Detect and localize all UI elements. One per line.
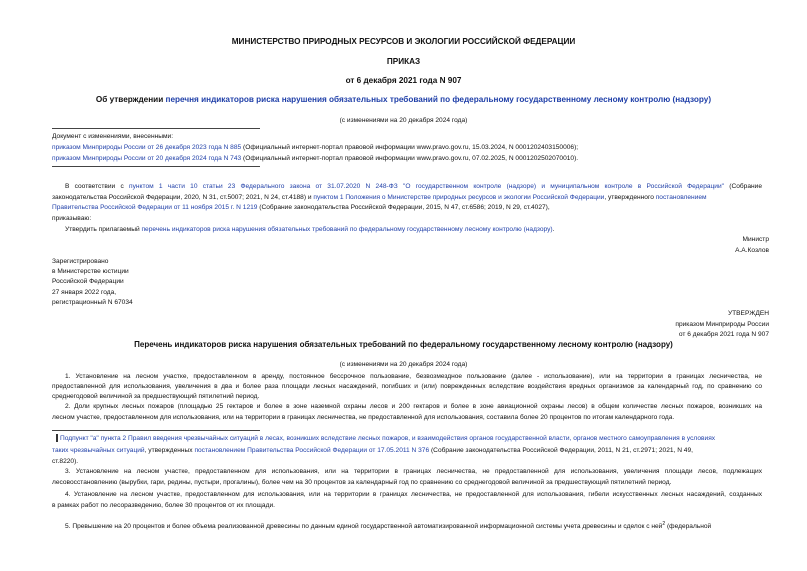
registration-line: Российской Федерации [52, 278, 124, 285]
list-item-line: 2. Доли крупных лесных пожаров (площадью 25 гектаров и более в зоне наземной охраны лесов и 200 гектаров и более в зоне авиационной охраны лесов) в общем количестве лесных пожаров, возникших на [65, 403, 762, 410]
list-item-line: предоставленной для использования, увеличения в два и более раза площади лесных насаждений, погибших и (или) поврежденных вследствие воздействия вредных организмов за календарный год, по сравнению со [52, 383, 762, 390]
list-item-line: 3. Установление на лесном участке, предоставленном для использования, или на территории в границах лесничества, не предоставленной для использования, увеличения площади лесов, подлежащих [65, 468, 762, 475]
approve-text: Утвердить прилагаемый [65, 226, 142, 233]
footnote-link[interactable]: Подпункт "а" пункта 2 Правил введения чрезвычайных ситуаций в лесах, возникших вследствие лесных пожаров, и взаимодействия органов государственной власти, органов местного самоуправления в условиях [60, 435, 716, 442]
amendments-rule [52, 166, 260, 167]
preamble-text: В соответствии с [65, 183, 130, 190]
footnote-rule [52, 430, 260, 431]
doc-title-link[interactable]: перечня индикаторов риска нарушения обязательных требований по федеральному государственному лесному контролю (надзору) [165, 95, 712, 104]
amendment-note: (Официальный интернет-портал правовой информации www.pravo.gov.ru, 15.03.2024, N 0001202403150006); [241, 144, 579, 151]
ministry-name: МИНИСТЕРСТВО ПРИРОДНЫХ РЕСУРСОВ И ЭКОЛОГИИ РОССИЙСКОЙ ФЕДЕРАЦИИ [231, 37, 576, 46]
footnote-text: , утвержденных [144, 447, 195, 454]
preamble-text: законодательства Российской Федерации, 2020, N 31, ст.5007; 2021, N 24, ст.4188) и [52, 194, 314, 201]
list-link[interactable]: перечень индикаторов риска нарушения обязательных требований по федеральному государственному лесному контролю (надзору) [141, 226, 553, 233]
registration-line: в Министерстве юстиции [52, 268, 129, 275]
list-title: Перечень индикаторов риска нарушения обязательных требований по федеральному государственному лесному контролю (надзору) [134, 340, 673, 349]
list-item-text: 5. Превышение на 20 процентов и более объема реализованной древесины по данным единой государственной автоматизированной информационной системы учета древесины и сделок с ней [65, 523, 663, 531]
footnote-line: ст.8220). [52, 458, 79, 465]
preamble-line [52, 193, 707, 202]
signer-title: Министр [742, 236, 769, 243]
preamble-text: (Собрание [724, 183, 762, 190]
order-word: приказываю: [52, 215, 92, 222]
amendment-note: (Официальный интернет-портал правовой информации www.pravo.gov.ru, 07.02.2025, N 0001202502070010). [241, 155, 579, 162]
amendments-rule [52, 128, 260, 129]
list-item-line: 1. Установление на лесном участке, предоставленном в аренду, постоянное бессрочное пользование, безвозмездное пользование (далее - использование), или на территории в границах лесничества, не [65, 373, 762, 380]
regulation-link[interactable]: пунктом 1 Положения о Министерстве природных ресурсов и экологии Российской Федерации [313, 194, 605, 201]
preamble-text: (Собрание законодательства Российской Федерации, 2015, N 47, ст.6586; 2019, N 29, ст.4027), [257, 204, 550, 211]
law-link[interactable]: пунктом 1 части 10 статьи 23 Федерального закона от 31.07.2020 N 248-ФЗ "О государственном контроле (надзоре) и муниципальном контроле в Российской Федерации" [129, 183, 725, 190]
doc-title [0, 95, 807, 104]
list-item-line: 4. Установление на лесном участке, предоставленном для использования, или на территории в границах лесничества, не предоставленной для использования, гибели искусственных лесных насаждений, созданных [65, 491, 762, 498]
preamble-line [65, 182, 762, 191]
registration-line: Зарегистрировано [52, 258, 109, 265]
list-revision-note: (с изменениями на 20 декабря 2024 года) [339, 361, 468, 368]
approved-line: приказом Минприроды России [675, 321, 769, 328]
resolution-link[interactable]: Правительства Российской Федерации от 11 ноября 2015 г. N 1219 [52, 204, 258, 211]
amendments-intro: Документ с изменениями, внесенными: [52, 133, 174, 140]
list-item-line: лесовосстановлению (вырубки, гари, редины, пустыри, прогалины), более чем на 30 процентов за календарный год по сравнению со среднегодовой величиной за предшествующий пятилетний период. [52, 479, 672, 486]
revision-note: (с изменениями на 20 декабря 2024 года) [339, 117, 468, 124]
footnote-line [52, 446, 693, 455]
doc-type: ПРИКАЗ [386, 57, 421, 66]
approved-line: УТВЕРЖДЕН [727, 310, 769, 317]
registration-line: 27 января 2022 года, [52, 289, 117, 296]
signer-name: А.А.Козлов [735, 247, 769, 254]
resolution-link[interactable]: постановлением Правительства Российской Федерации от 17.05.2011 N 376 [194, 447, 430, 454]
preamble-text: , утвержденного [604, 194, 656, 201]
resolution-link[interactable]: постановлением [655, 194, 707, 201]
approved-line: от 6 декабря 2021 года N 907 [678, 331, 769, 338]
amendment-item [52, 154, 578, 163]
list-item-line: среднегодовой величиной за предшествующий пятилетний период. [52, 393, 260, 400]
footnote-line [60, 434, 715, 443]
amendment-item [52, 143, 578, 152]
footnote-ref[interactable]: 2 [662, 521, 666, 527]
list-item-line: лесном участке, предоставленном для использования, или на территории в границах лесничества, не предоставленной для использования, составила более 20 процентов по итогам календарного года. [52, 414, 675, 421]
amendment-link[interactable]: приказом Минприроды России от 26 декабря 2023 года N 885 [52, 144, 242, 151]
list-item-line [65, 520, 711, 531]
doc-date-number: от 6 декабря 2021 года N 907 [345, 76, 462, 85]
approve-line [65, 225, 554, 234]
list-item-line: в рамках работ по лесоразведению, более 30 процентов от их площади. [52, 502, 275, 509]
registration-line: регистрационный N 67034 [52, 299, 133, 306]
doc-title-prefix: Об утверждении [95, 95, 166, 104]
list-item-text: (федеральной [665, 523, 712, 531]
footnote-link[interactable]: таких чрезвычайных ситуаций [52, 447, 145, 454]
footnote-marker-icon [56, 434, 58, 442]
footnote-text: (Собрание законодательства Российской Федерации, 2011, N 21, ст.2971; 2021, N 49, [429, 447, 693, 454]
preamble-line [52, 203, 550, 212]
approve-text: . [552, 226, 555, 233]
amendment-link[interactable]: приказом Минприроды России от 20 декабря 2024 года N 743 [52, 155, 242, 162]
